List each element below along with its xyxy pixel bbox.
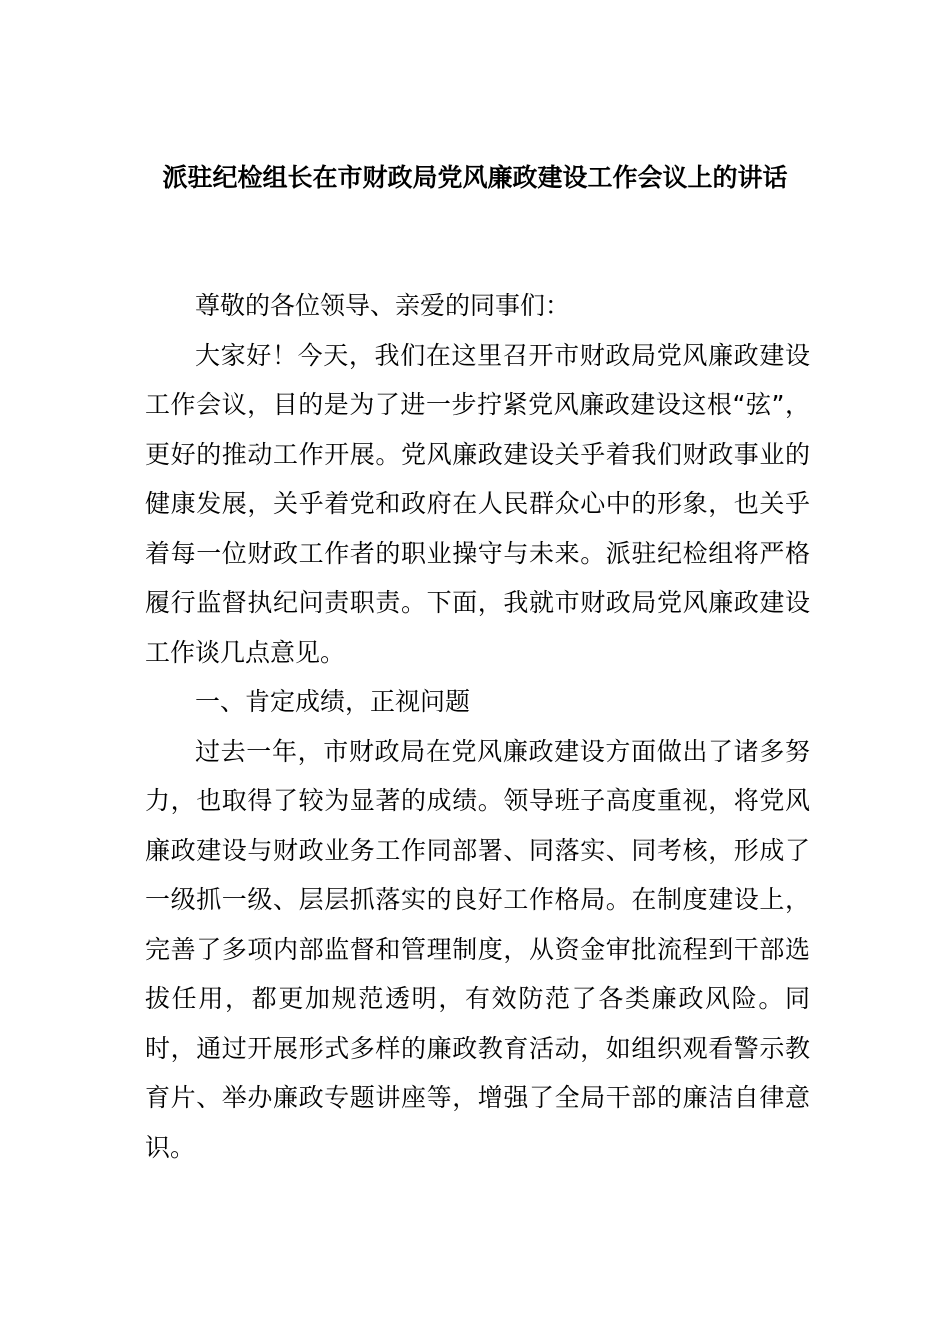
document-body — [145, 281, 810, 1172]
section-heading: 一、肯定成绩，正视问题 — [195, 687, 471, 716]
document-title: 派驻纪检组长在市财政局党风廉政建设工作会议上的讲话 — [162, 163, 788, 192]
achievements-paragraph: 过去一年，市财政局在党风廉政建设方面做出了诸多努力，也取得了较为显著的成绩。领导班子高度重视，将党风廉政建设与财政业务工作同部署、同落实、同考核，形成了一级抓一级、层层抓落实的良好工作格局。在制度建设上，完善了多项内部监督和管理制度，从资金审批流程到干部选拔任用，都更加规范透明，有效防范了各类廉政风险。同时，通过开展形式多样的廉政教育活动，如组织观看警示教育片、举办廉政专题讲座等，增强了全局干部的廉洁自律意识。 — [145, 736, 810, 1162]
opening-paragraph: 大家好！今天，我们在这里召开市财政局党风廉政建设工作会议，目的是为了进一步拧紧党风廉政建设这根“弦”，更好的推动工作开展。党风廉政建设关乎着我们财政事业的健康发展，关乎着党和政府在人民群众心中的形象，也关乎着每一位财政工作者的职业操守与未来。派驻纪检组将严格履行监督执纪问责职责。下面，我就市财政局党风廉政建设工作谈几点意见。 — [145, 340, 810, 667]
salutation-paragraph: 尊敬的各位领导、亲爱的同事们： — [195, 291, 571, 320]
